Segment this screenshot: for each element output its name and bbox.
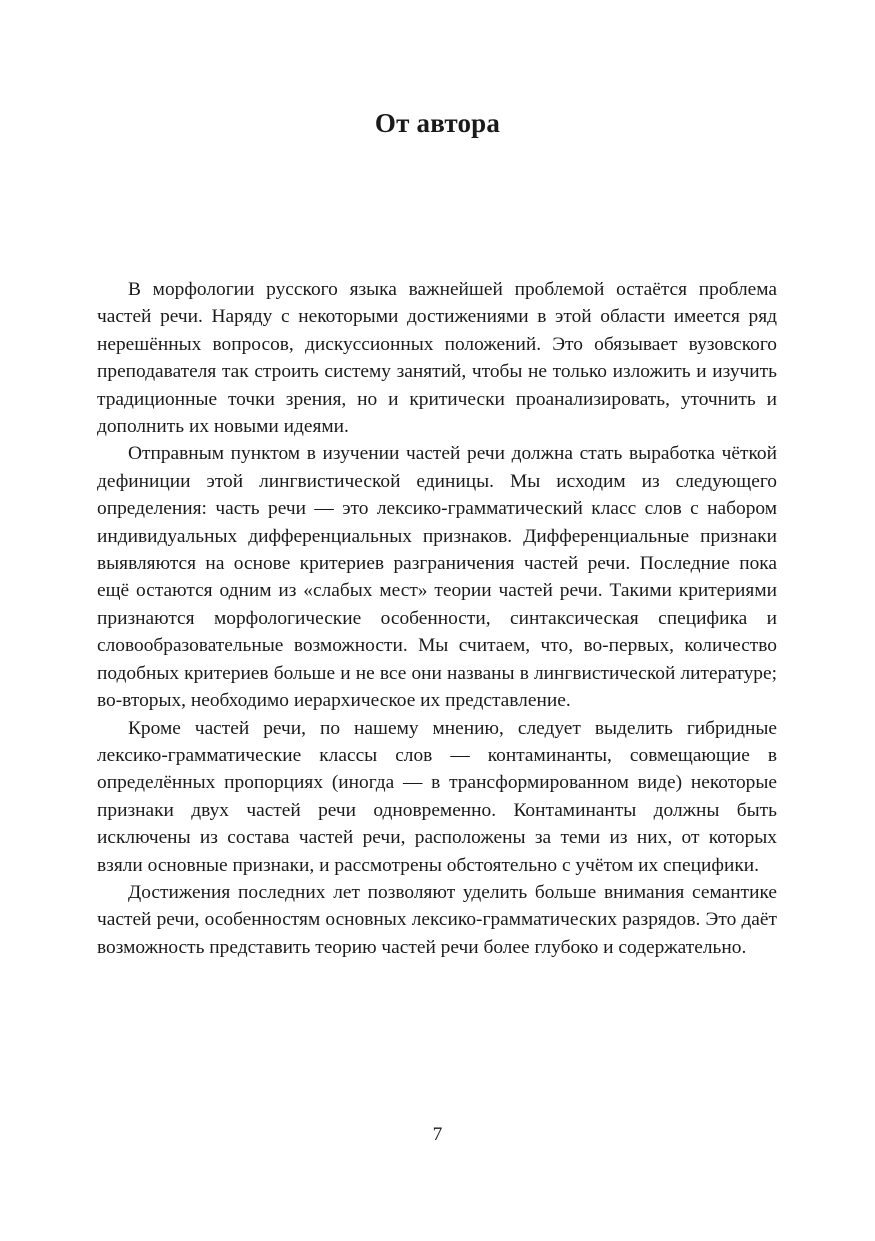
paragraph: Кроме частей речи, по нашему мнению, следует выделить гибридные лексико-грамматические классы слов — контаминанты, совмещающие в определённых пропорциях (иногда — в трансформированном виде) некоторые признаки двух частей речи одновременно. Контаминанты должны быть исключены из состава частей речи, расположены за теми из них, от которых взяли основные признаки, и рассмотрены обстоятельно с учётом их специфики. [97, 717, 777, 876]
paragraph: В морфологии русского языка важнейшей проблемой остаётся проблема частей речи. Наряду с некоторыми достижениями в этой области имеется ряд нерешённых вопросов, дискуссионных положений. Это обязывает вузовского преподавателя так строить систему занятий, чтобы не только изложить и изучить традиционные точки зрения, но и критически проанализировать, уточнить и дополнить их новыми идеями. [97, 279, 777, 438]
page-title: От автора [374, 108, 501, 138]
paragraph: Отправным пунктом в изучении частей речи должна стать выработка чёткой дефиниции этой лингвистической единицы. Мы исходим из следующего определения: часть речи — это лексико-грамматический класс слов с набором индивидуальных дифференциальных признаков. Дифференциальные признаки выявляются на основе критериев разграничения частей речи. Последние пока ещё остаются одним из «слабых мест» теории частей речи. Такими критериями признаются морфологические особенности, синтаксическая специфика и словообразовательные возможности. Мы считаем, что, во-первых, количество подобных критериев больше и не все они названы в лингвистической литературе; во-вторых, необходимо иерархическое их представление. [97, 443, 777, 712]
paragraph: Достижения последних лет позволяют уделить больше внимания семантике частей речи, особенностям основных лексико-грамматических разрядов. Это даёт возможность представить теорию частей речи более глубоко и содержательно. [97, 881, 777, 958]
body-text [97, 276, 777, 961]
page-number: 7 [432, 1124, 443, 1145]
